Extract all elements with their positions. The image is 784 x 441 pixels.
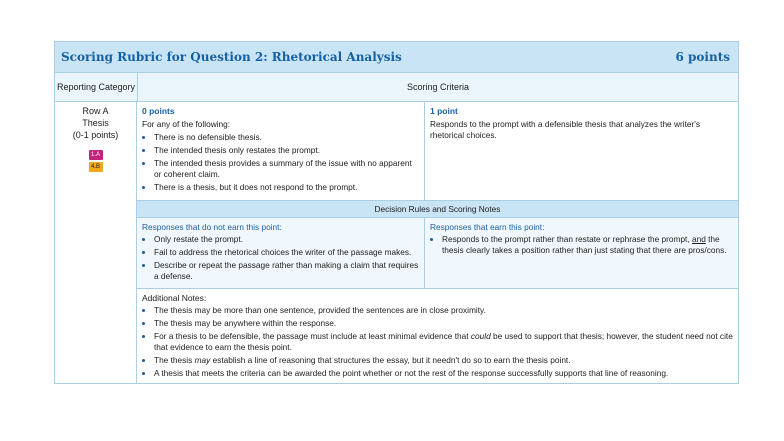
not-earn-label: Responses that do not earn this point: [142, 222, 282, 232]
skill-badge-4b: 4.B [89, 162, 103, 172]
earn-cell [425, 218, 738, 288]
points-row [137, 102, 738, 201]
earn-list [430, 234, 733, 256]
category-cell [55, 102, 137, 383]
scoring-rubric-table [54, 41, 739, 384]
list-item: • Only restate the prompt. [154, 234, 419, 245]
list-item [154, 331, 733, 353]
list-item [442, 234, 733, 256]
rubric-points: 6 points [675, 50, 730, 64]
one-point-cell [425, 102, 738, 200]
note-text: The thesis [154, 355, 195, 365]
note-text: establish a line of reasoning that structures the essay, but it needn't do so to earn the thesis point. [210, 355, 571, 365]
decision-rules-row [137, 218, 738, 289]
list-item: • Describe or repeat the passage rather than making a claim that requires a defense. [154, 260, 419, 282]
list-item: • The intended thesis only restates the prompt. [154, 145, 419, 156]
category-name: Thesis [82, 118, 109, 128]
column-header-row [55, 73, 738, 102]
list-item: • The thesis may be anywhere within the response. [154, 318, 733, 329]
criteria-cell [137, 102, 738, 383]
list-item: • There is no defensible thesis. [154, 132, 419, 143]
zero-points-list [142, 132, 419, 193]
additional-notes-label: Additional Notes: [142, 293, 207, 303]
earn-and: and [691, 234, 706, 244]
note-text: For a thesis to be defensible, the passage must include at least minimal evidence that [154, 331, 471, 341]
one-point-text: Responds to the prompt with a defensible thesis that analyzes the writer's rhetorical choices. [430, 119, 700, 140]
category-row: Row A [82, 106, 109, 116]
earn-text-b: the thesis clearly takes a position rather than just stating that there are pros/cons. [442, 234, 727, 255]
note-text: be used to support that thesis; however, the student need not cite that evidence to earn the thesis point. [154, 331, 733, 352]
not-earn-list [142, 234, 419, 282]
list-item: • The thesis may be more than one sentence, provided the sentences are in close proximity. [154, 305, 733, 316]
additional-notes-cell [137, 289, 738, 383]
zero-points-cell [137, 102, 425, 200]
additional-notes-list [142, 305, 733, 379]
not-earn-cell [137, 218, 425, 288]
list-item: • There is a thesis, but it does not respond to the prompt. [154, 182, 419, 193]
zero-points-label: 0 points [142, 106, 175, 116]
decision-rules-header: Decision Rules and Scoring Notes [137, 201, 738, 218]
skill-badge-1a: 1.A [89, 150, 103, 160]
note-emphasis: could [470, 331, 491, 341]
reporting-category-header: Reporting Category [55, 73, 138, 101]
list-item: • The intended thesis provides a summary of the issue with no apparent or coherent claim. [154, 158, 419, 180]
earn-label: Responses that earn this point: [430, 222, 545, 232]
scoring-criteria-header: Scoring Criteria [406, 82, 470, 92]
list-item: • A thesis that meets the criteria can be awarded the point whether or not the rest of the response successfully supports that line of reasoning. [154, 368, 733, 379]
zero-points-intro: For any of the following: [142, 119, 231, 129]
one-point-label: 1 point [430, 106, 458, 116]
earn-text-a: Responds to the prompt rather than restate or rephrase the prompt, [442, 234, 692, 244]
list-item: • Fail to address the rhetorical choices the writer of the passage makes. [154, 247, 419, 258]
category-range: (0-1 points) [72, 130, 119, 140]
list-item [154, 355, 733, 366]
note-emphasis: may [194, 355, 211, 365]
rubric-title-bar [55, 42, 738, 73]
rubric-title: Scoring Rubric for Question 2: Rhetorical Analysis [61, 50, 402, 64]
rubric-body [55, 102, 738, 383]
